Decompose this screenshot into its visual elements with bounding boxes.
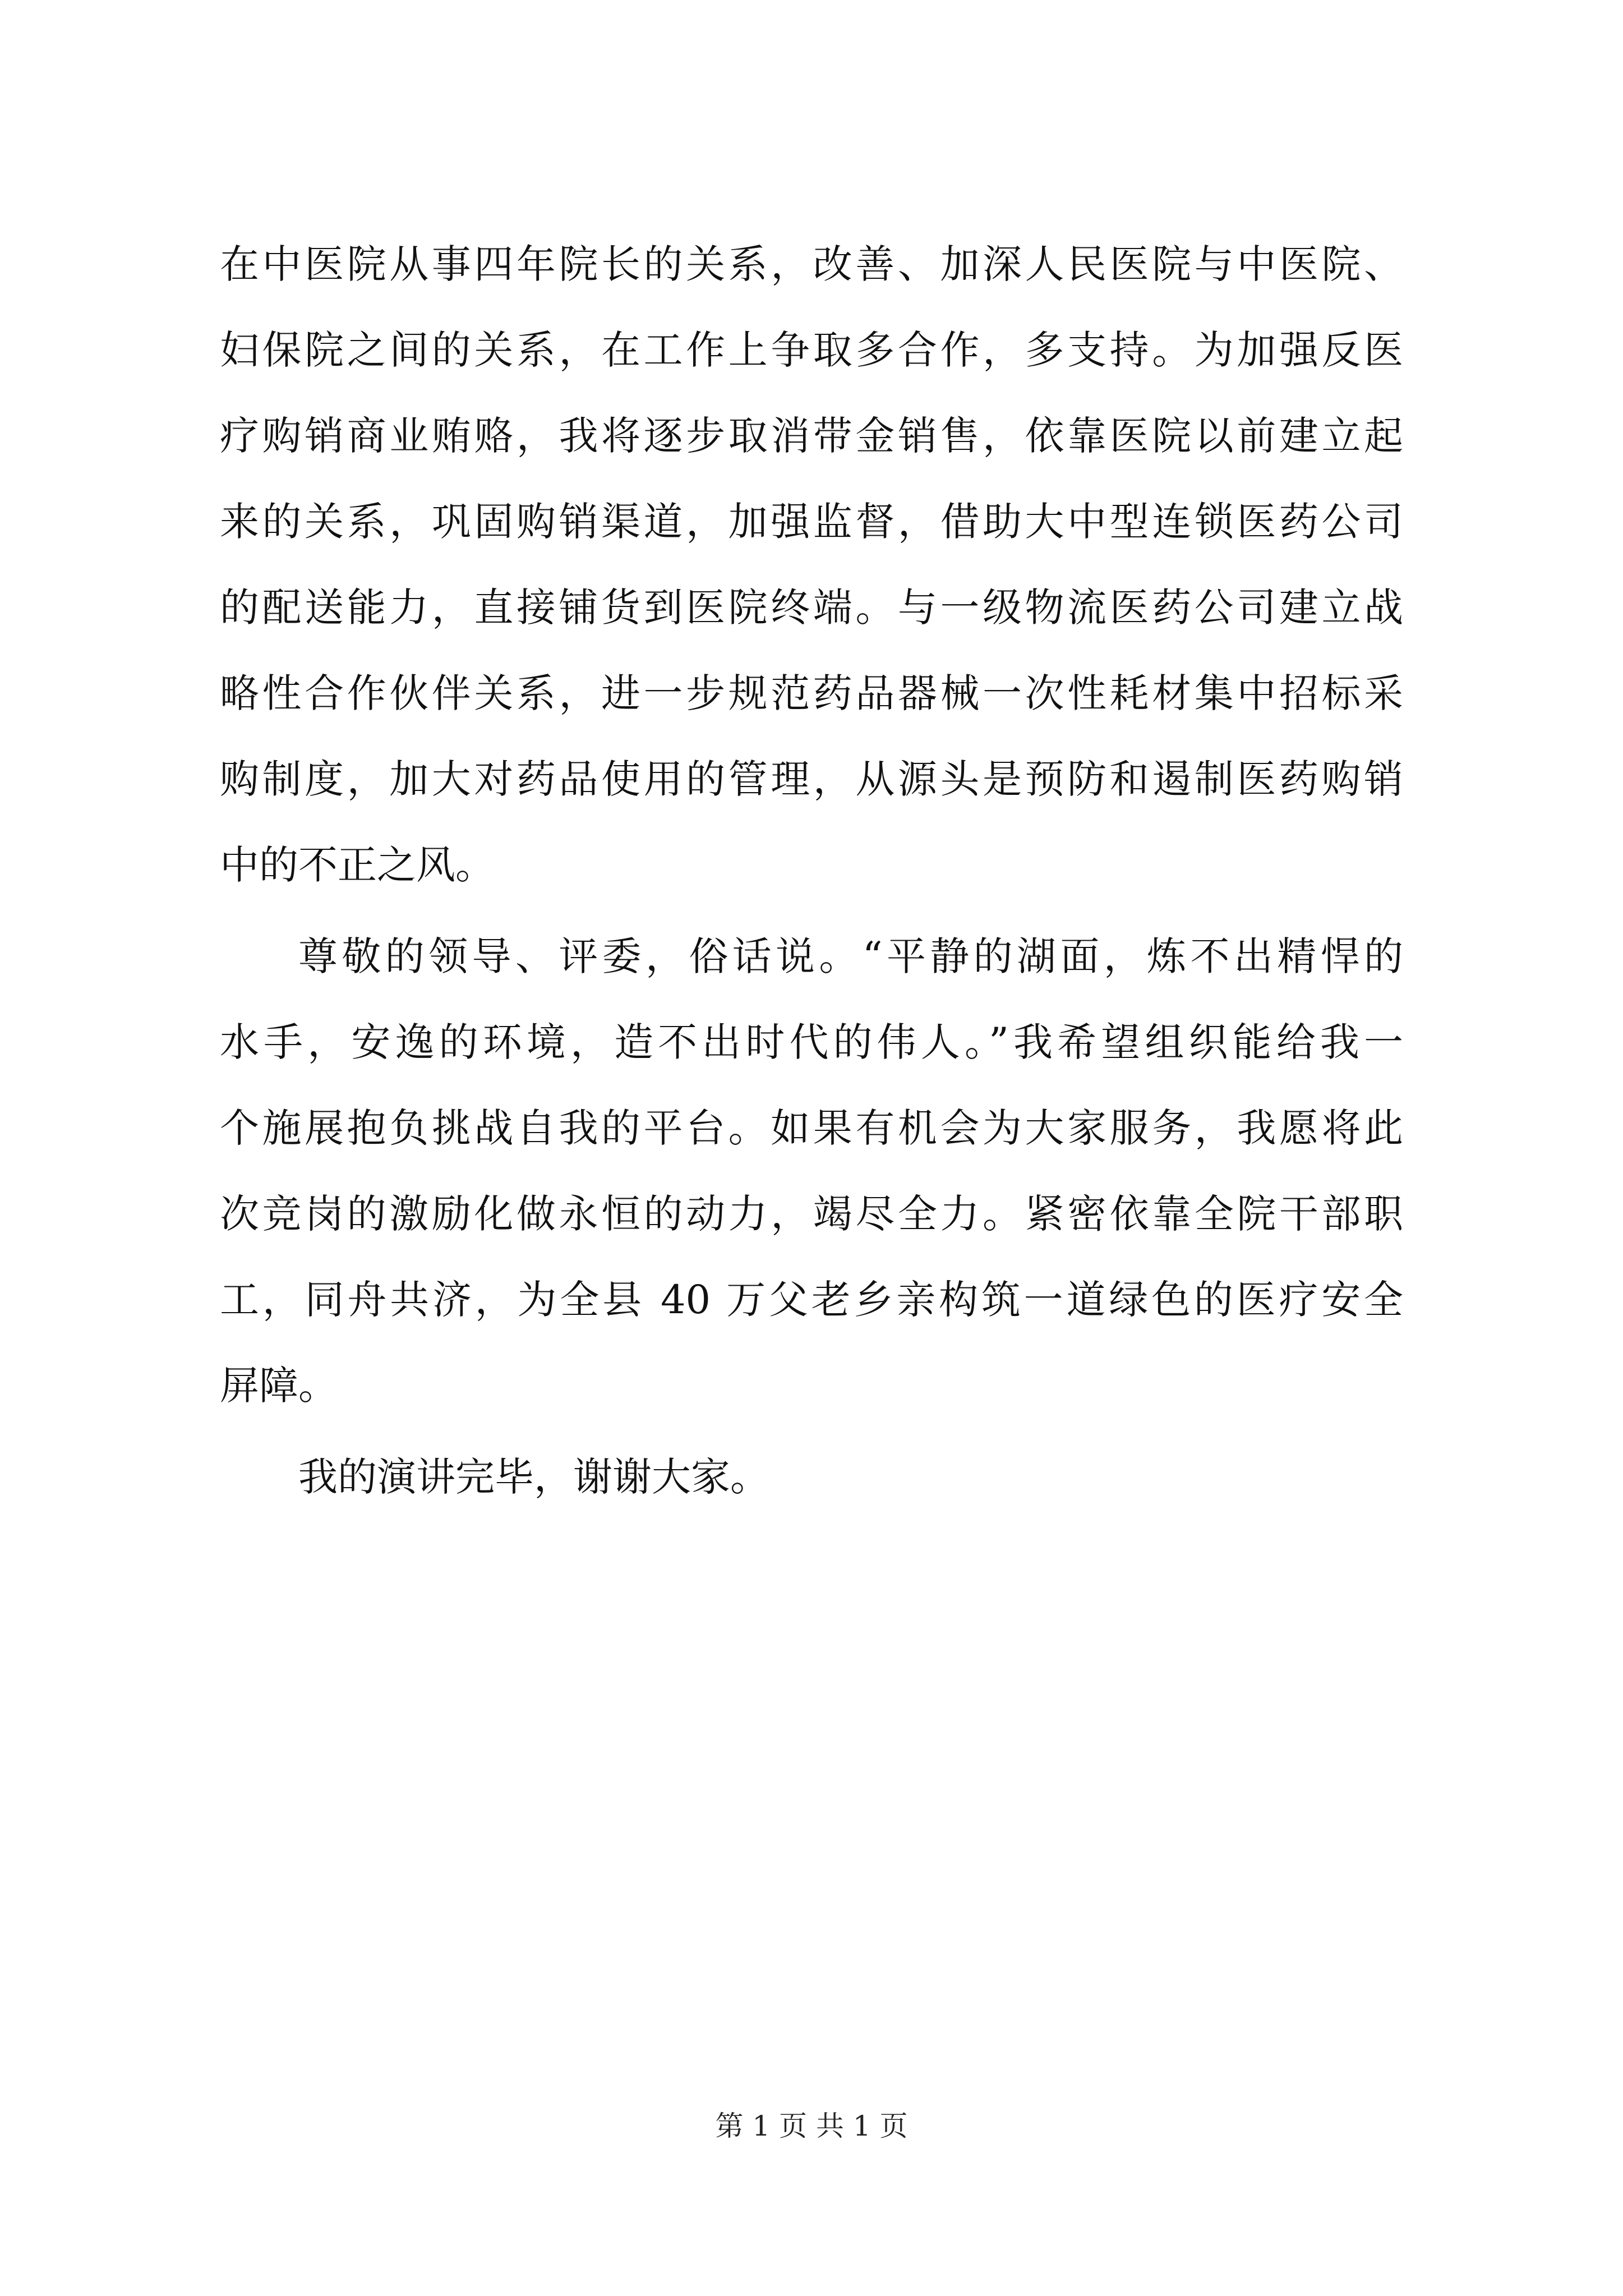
text-line: 来的关系，巩固购销渠道，加强监督，借助大中型连锁医药公司 <box>220 499 1403 545</box>
text-line: 在中医院从事四年院长的关系，改善、加深人民医院与中医院、 <box>220 241 1403 287</box>
text-line: 妇保院之间的关系，在工作上争取多合作，多支持。为加强反医 <box>220 327 1403 373</box>
text-line: 尊敬的领导、评委，俗话说。“平静的湖面，炼不出精悍的 <box>298 933 1403 979</box>
paragraph <box>220 914 1403 1429</box>
paragraph <box>220 1434 1403 1520</box>
text-line: 工，同舟共济，为全县 40 万父老乡亲构筑一道绿色的医疗安全 <box>220 1277 1403 1323</box>
text-line: 水手，安逸的环境，造不出时代的伟人。”我希望组织能给我一 <box>220 1019 1403 1065</box>
body-text <box>220 222 1403 1520</box>
text-line: 次竞岗的激励化做永恒的动力，竭尽全力。紧密依靠全院干部职 <box>220 1191 1403 1237</box>
text-line: 中的不正之风。 <box>220 842 495 888</box>
text-line: 购制度，加大对药品使用的管理，从源头是预防和遏制医药购销 <box>220 756 1403 802</box>
text-line: 个施展抱负挑战自我的平台。如果有机会为大家服务，我愿将此 <box>220 1105 1403 1151</box>
page-footer: 第 1 页 共 1 页 <box>715 2110 908 2142</box>
text-line: 屏障。 <box>220 1363 338 1409</box>
text-line: 疗购销商业贿赂，我将逐步取消带金销售，依靠医院以前建立起 <box>220 413 1403 459</box>
text-line: 的配送能力，直接铺货到医院终端。与一级物流医药公司建立战 <box>220 585 1403 631</box>
paragraph <box>220 222 1403 908</box>
text-line: 略性合作伙伴关系，进一步规范药品器械一次性耗材集中招标采 <box>220 670 1403 716</box>
text-line: 我的演讲完毕，谢谢大家。 <box>298 1454 769 1500</box>
